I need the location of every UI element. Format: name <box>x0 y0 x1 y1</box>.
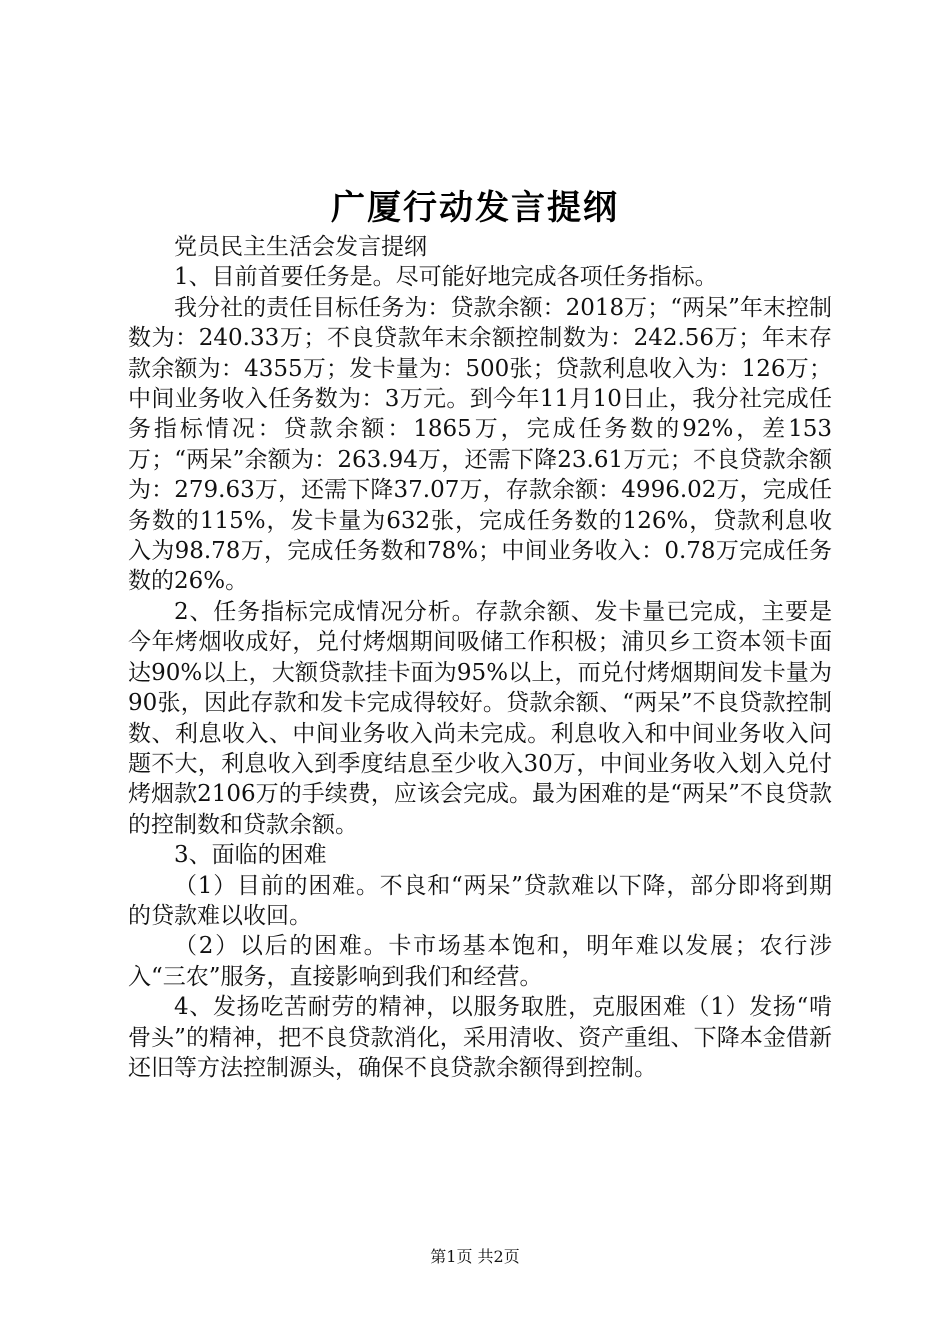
paragraph-3: 2、任务指标完成情况分析。存款余额、发卡量已完成，主要是今年烤烟收成好，兑付烤烟期间吸储工作积极；浦贝乡工资本领卡面达90%以上，大额贷款挂卡面为95%以上，而兑付烤烟期间发卡量为90张，因此存款和发卡完成得较好。贷款余额、“两呆”不良贷款控制数、利息收入、中间业务收入尚未完成。利息收入和中间业务收入问题不大，利息收入到季度结息至少收入30万，中间业务收入划入兑付烤烟款2106万的手续费，应该会完成。最为困难的是“两呆”不良贷款的控制数和贷款余额。 <box>128 598 832 838</box>
paragraph-4: 3、面临的困难 <box>174 842 327 869</box>
document-body <box>128 232 832 1083</box>
paragraph-7: 4、发扬吃苦耐劳的精神，以服务取胜，克服困难（1）发扬“啃骨头”的精神，把不良贷款消化，采用清收、资产重组、下降本金借新还旧等方法控制源头，确保不良贷款余额得到控制。 <box>128 994 832 1081</box>
paragraph-5: （1）目前的困难。不良和“两呆”贷款难以下降，部分即将到期的贷款难以收回。 <box>128 872 832 929</box>
paragraph-2: 我分社的责任目标任务为：贷款余额：2018万；“两呆”年末控制数为：240.33万；不良贷款年末余额控制数为：242.56万；年末存款余额为：4355万；发卡量为：500张；贷款利息收入为：126万；中间业务收入任务数为：3万元。到今年11月10日止，我分社完成任务指标情况：贷款余额：1865万，完成任务数的92%，差153万；“两呆”余额为：263.94万，还需下降23.61万元；不良贷款余额为：279.63万，还需下降37.07万，存款余额：4996.02万，完成任务数的115%，发卡量为632张，完成任务数的126%，贷款利息收入为98.78万，完成任务数和78%；中间业务收入：0.78万完成任务数的26%。 <box>128 294 832 595</box>
document-title: 广厦行动发言提纲 <box>331 188 619 228</box>
paragraph-subtitle: 党员民主生活会发言提纲 <box>174 234 427 260</box>
page-number-footer: 第1页 共2页 <box>430 1247 520 1266</box>
paragraph-1: 1、目前首要任务是。尽可能好地完成各项任务指标。 <box>174 264 718 291</box>
paragraph-6: （2）以后的困难。卡市场基本饱和，明年难以发展；农行涉入“三农”服务，直接影响到我们和经营。 <box>128 933 832 990</box>
